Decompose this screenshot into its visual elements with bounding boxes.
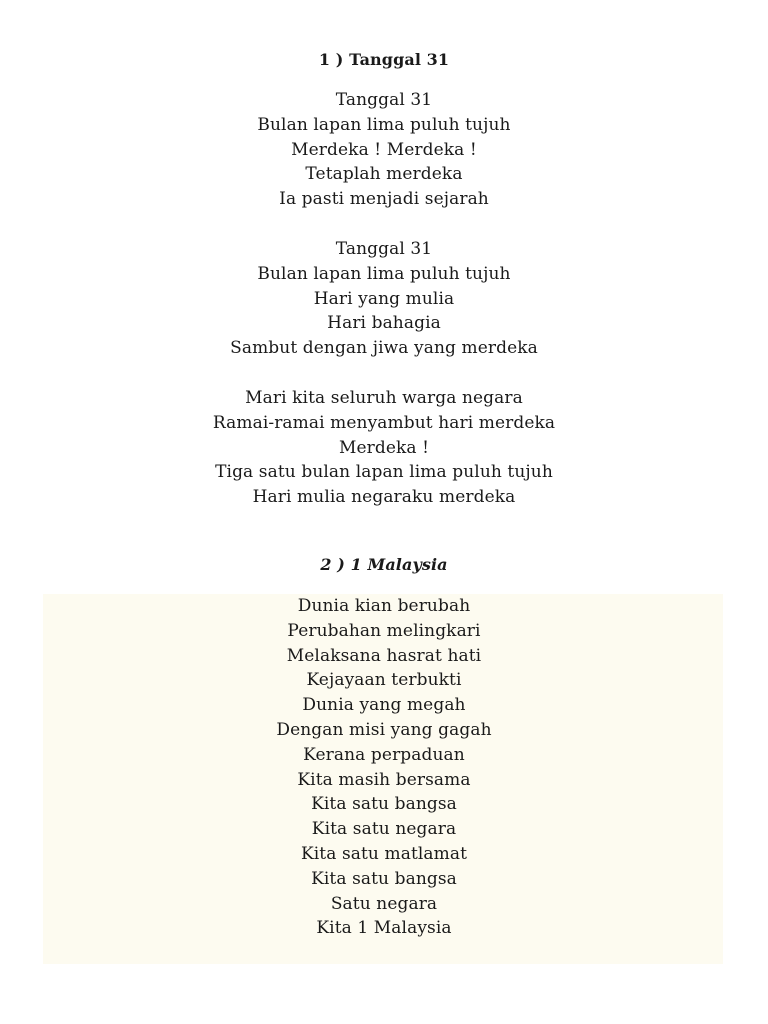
poem-line: Tetaplah merdeka	[305, 164, 463, 185]
poem-line: Hari yang mulia	[313, 288, 455, 309]
poem-line: Kita satu matlamat	[300, 843, 468, 864]
poem-line: Kita masih bersama	[297, 769, 471, 790]
poem-line: Merdeka !	[338, 437, 430, 458]
poem-line: Hari bahagia	[327, 313, 441, 334]
poem-2-stanza	[0, 594, 768, 941]
poem-line: Sambut dengan jiwa yang merdeka	[230, 338, 538, 359]
poem-line: Bulan lapan lima puluh tujuh	[257, 263, 511, 284]
poem-line: Dunia yang megah	[302, 695, 466, 716]
poem-line: Hari mulia negaraku merdeka	[252, 487, 516, 508]
poem-line: Kita satu negara	[311, 819, 457, 840]
poem-line: Dengan misi yang gagah	[276, 719, 492, 740]
poem-line: Dunia kian berubah	[297, 596, 471, 616]
poem-line: Melaksana hasrat hati	[286, 645, 482, 666]
poem-line: Kita satu bangsa	[311, 868, 457, 889]
poem-1-title: 1 ) Tanggal 31	[318, 50, 450, 69]
poem-line: Tanggal 31	[335, 239, 433, 259]
poem-2-title: 2 ) 1 Malaysia	[320, 555, 448, 574]
poem-line: Merdeka ! Merdeka !	[291, 139, 477, 160]
poem-line: Kita satu bangsa	[311, 794, 457, 815]
poem-line: Perubahan melingkari	[287, 620, 481, 641]
poem-line: Tiga satu bulan lapan lima puluh tujuh	[215, 462, 553, 483]
poem-1-stanza-3	[0, 386, 768, 510]
poem-line: Satu negara	[330, 893, 438, 914]
poem-line: Ia pasti menjadi sejarah	[279, 189, 489, 210]
poem-1-stanza-1	[0, 88, 768, 212]
poem-line: Tanggal 31	[335, 90, 433, 110]
poem-line: Bulan lapan lima puluh tujuh	[257, 114, 511, 135]
poem-line: Kita 1 Malaysia	[316, 918, 452, 939]
poem-line: Ramai-ramai menyambut hari merdeka	[212, 412, 556, 433]
poem-1-stanza-2	[0, 237, 768, 361]
poem-line: Mari kita seluruh warga negara	[245, 388, 523, 408]
poem-line: Kerana perpaduan	[303, 744, 465, 765]
poem-line: Kejayaan terbukti	[306, 670, 462, 691]
